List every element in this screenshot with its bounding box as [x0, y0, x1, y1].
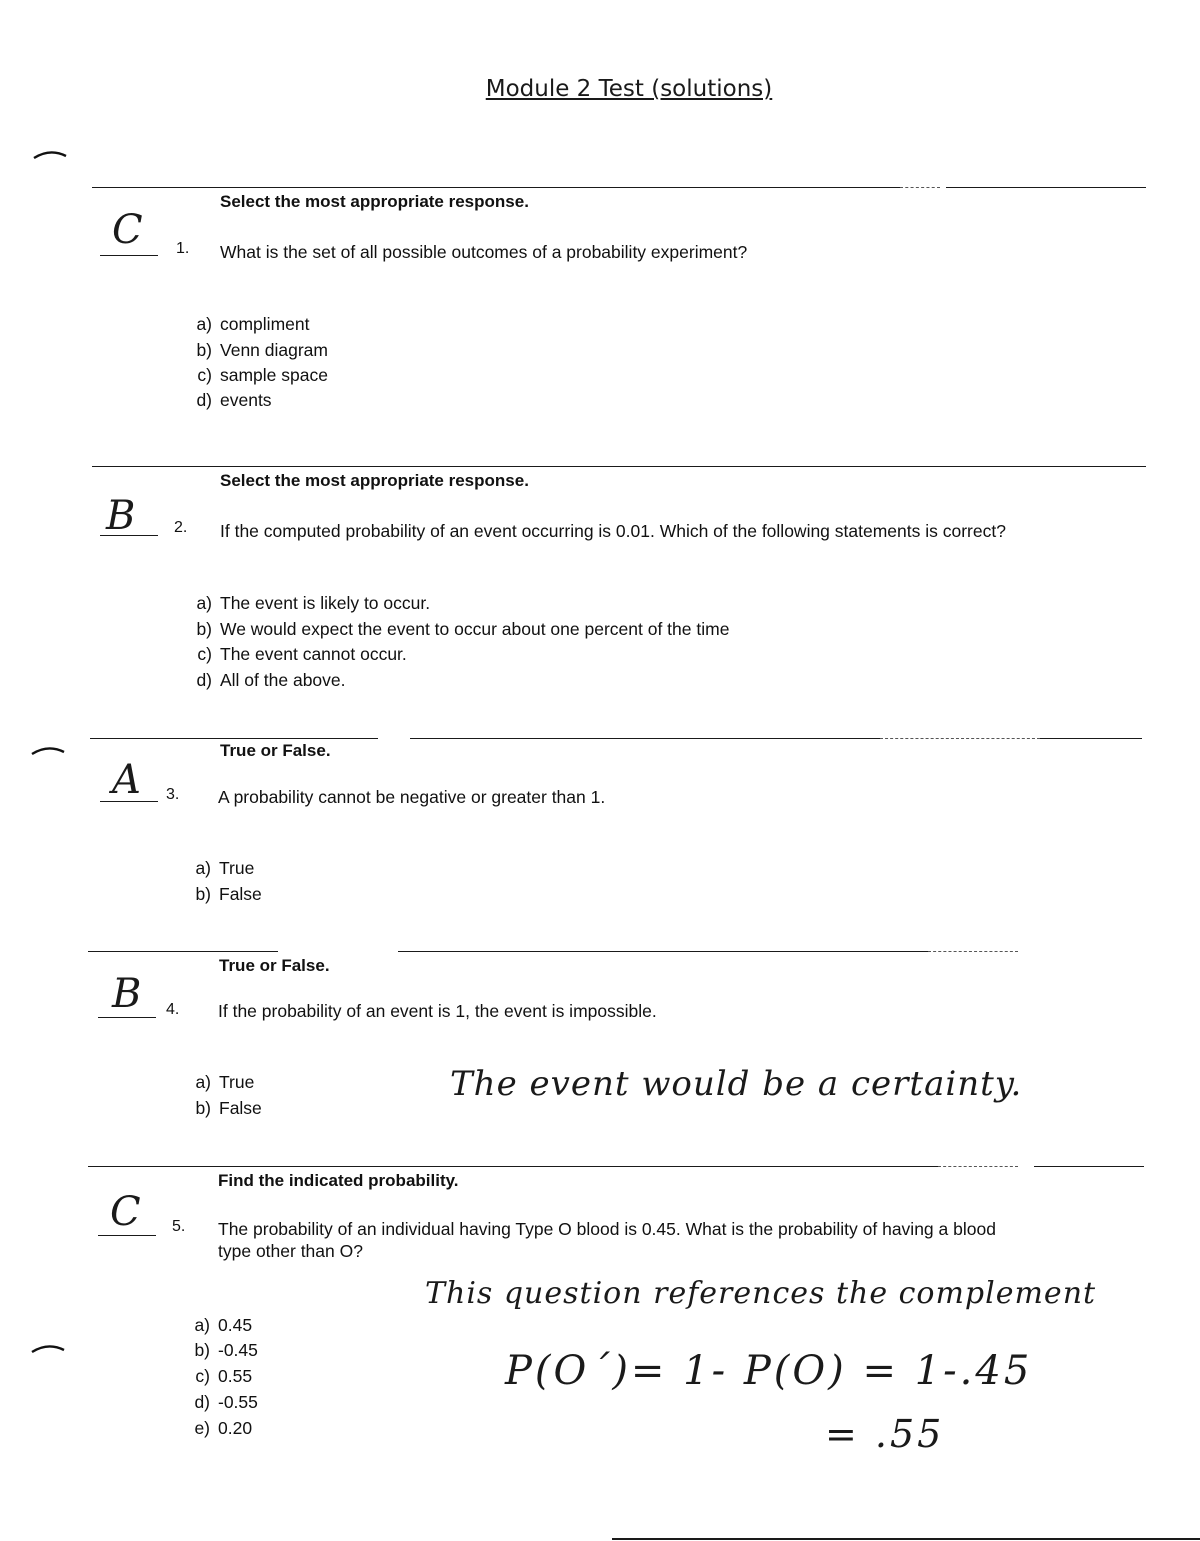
question-number: 3.: [166, 786, 180, 803]
instruction: True or False.: [219, 956, 330, 975]
option-letter: d): [196, 670, 212, 690]
option-letter: b): [195, 884, 211, 904]
answer-blank: [98, 1235, 156, 1236]
handwritten-note: The event would be a certainty.: [450, 1064, 1023, 1104]
section-divider: [88, 951, 278, 952]
option-d: [196, 390, 272, 411]
option-letter: a): [196, 593, 212, 613]
option-a: [195, 858, 255, 879]
option-text: 0.20: [218, 1418, 253, 1438]
option-a: [196, 314, 310, 335]
option-letter: b): [196, 340, 212, 360]
question-text: If the computed probability of an event occurring is 0.01. Which of the following statements is correct?: [220, 521, 1006, 541]
option-b: [195, 1098, 262, 1119]
section-divider: [398, 951, 928, 952]
option-text: 0.45: [218, 1315, 253, 1335]
section-divider: [92, 187, 900, 188]
option-text: We would expect the event to occur about one percent of the time: [220, 619, 730, 639]
option-letter: c): [195, 1366, 210, 1386]
answer-blank: [98, 1017, 156, 1018]
option-letter: a): [195, 858, 211, 878]
question-text-line: type other than O?: [218, 1241, 363, 1261]
answer-blank: [100, 801, 158, 802]
option-letter: b): [195, 1098, 211, 1118]
option-d: [196, 670, 346, 691]
handwritten-answer: A: [112, 757, 141, 803]
section-divider: [938, 1166, 1018, 1167]
option-b: [196, 340, 328, 361]
option-a: [195, 1072, 255, 1093]
question-text: If the probability of an event is 1, the event is impossible.: [218, 1001, 657, 1021]
question-text: A probability cannot be negative or greater than 1.: [218, 787, 606, 807]
answer-blank: [100, 255, 158, 256]
margin-mark: [32, 148, 68, 160]
section-divider: [928, 951, 1018, 952]
handwritten-answer: C: [112, 207, 143, 253]
option-text: False: [219, 884, 262, 904]
question-number: 1.: [176, 240, 190, 257]
margin-mark: [30, 744, 66, 756]
option-d: [194, 1392, 258, 1413]
option-text: The event is likely to occur.: [220, 593, 431, 613]
handwritten-answer: B: [106, 493, 136, 539]
question-text-line: The probability of an individual having Type O blood is 0.45. What is the probability of having a blood: [218, 1219, 996, 1239]
option-letter: d): [194, 1392, 210, 1412]
question-number: 2.: [174, 519, 188, 536]
handwritten-note: This question references the complement: [425, 1276, 1097, 1311]
instruction: Find the indicated probability.: [218, 1171, 459, 1190]
question-text: What is the set of all possible outcomes of a probability experiment?: [220, 242, 748, 262]
footer-rule: [612, 1538, 1200, 1540]
option-letter: a): [195, 1072, 211, 1092]
option-letter: a): [196, 314, 212, 334]
instruction: True or False.: [220, 741, 331, 760]
option-letter: a): [194, 1315, 210, 1335]
section-divider: [1034, 1166, 1144, 1167]
option-letter: d): [196, 390, 212, 410]
section-divider: [946, 187, 1146, 188]
option-c: [197, 365, 328, 386]
option-letter: e): [194, 1418, 210, 1438]
question-number: 4.: [166, 1001, 180, 1018]
option-e: [194, 1418, 253, 1439]
question-text: [218, 1218, 996, 1262]
option-letter: b): [194, 1340, 210, 1360]
section-divider: [900, 187, 940, 188]
option-text: compliment: [220, 314, 310, 334]
option-text: sample space: [220, 365, 328, 385]
option-text: Venn diagram: [220, 340, 328, 360]
option-b: [194, 1340, 258, 1361]
section-divider: [88, 1166, 938, 1167]
option-text: events: [220, 390, 272, 410]
question-number: 5.: [172, 1218, 186, 1235]
option-a: [194, 1315, 253, 1336]
option-c: [197, 644, 407, 665]
section-divider: [410, 738, 880, 739]
handwritten-answer: C: [110, 1189, 141, 1235]
option-text: All of the above.: [220, 670, 346, 690]
option-text: True: [219, 1072, 255, 1092]
handwritten-result: = .55: [825, 1412, 945, 1456]
option-c: [195, 1366, 253, 1387]
instruction: Select the most appropriate response.: [220, 192, 529, 211]
answer-blank: [100, 535, 158, 536]
section-divider: [92, 466, 1146, 467]
instruction: Select the most appropriate response.: [220, 471, 529, 490]
option-text: -0.55: [218, 1392, 258, 1412]
handwritten-answer: B: [112, 971, 142, 1017]
section-divider: [1040, 738, 1142, 739]
option-a: [196, 593, 431, 614]
section-divider: [880, 738, 1040, 739]
option-letter: b): [196, 619, 212, 639]
option-b: [195, 884, 262, 905]
option-letter: c): [197, 365, 212, 385]
option-text: True: [219, 858, 255, 878]
margin-mark: [30, 1342, 66, 1354]
section-divider: [90, 738, 378, 739]
option-letter: c): [197, 644, 212, 664]
option-text: False: [219, 1098, 262, 1118]
option-text: 0.55: [218, 1366, 253, 1386]
page-title: Module 2 Test (solutions): [485, 76, 773, 102]
option-text: -0.45: [218, 1340, 258, 1360]
option-b: [196, 619, 730, 640]
handwritten-formula: P(O´)= 1- P(O) = 1-.45: [505, 1348, 1033, 1394]
option-text: The event cannot occur.: [220, 644, 407, 664]
